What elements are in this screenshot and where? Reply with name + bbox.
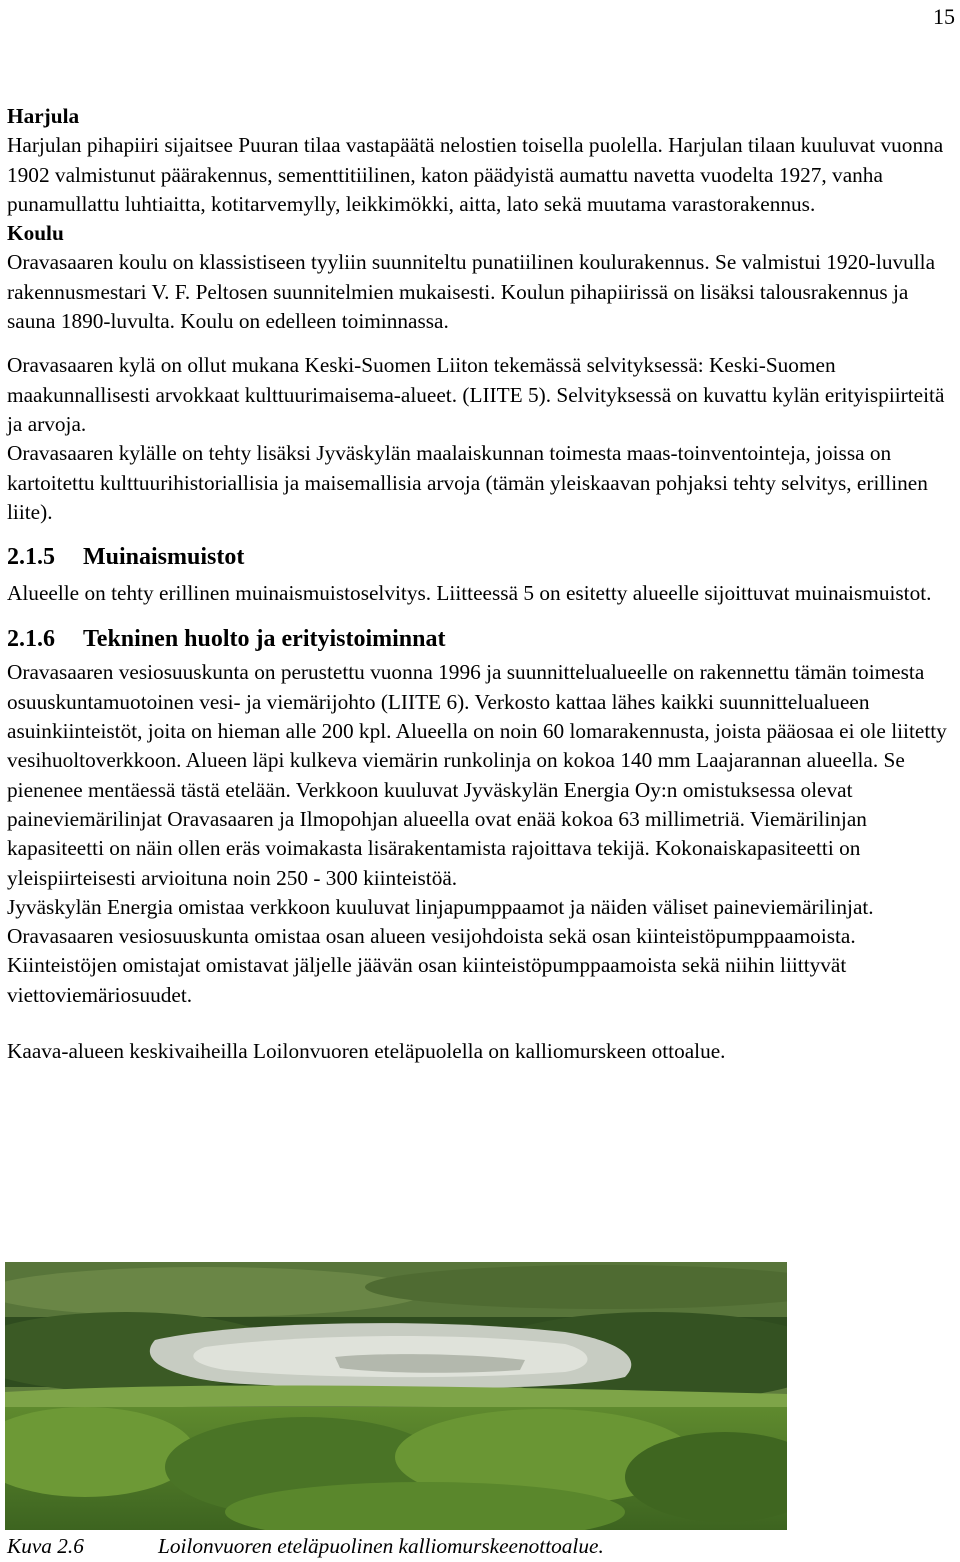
- section-number: 2.1.5: [7, 544, 55, 571]
- page-number: 15: [933, 4, 955, 29]
- aerial-photo-illustration: [5, 1262, 787, 1530]
- section-title: Muinaismuistot: [83, 544, 245, 571]
- harjula-paragraph: Harjulan pihapiiri sijaitsee Puuran tilaa vastapäätä nelostien toisella puolella. Harjulan tilaan kuuluvat vuonna 1902 valmistunut päärakennus, sementtitiilinen, katon päädyistä aumattu navetta vuodelta 1927, vanha punamullattu luhtiaitta, kotitarvemylly, leikkimökki, aitta, lato sekä muutama varastorakennus.: [7, 133, 944, 216]
- figure-caption: [7, 1532, 604, 1561]
- koulu-heading: Koulu: [7, 221, 64, 246]
- harjula-heading: Harjula: [7, 104, 80, 128]
- section-heading-tekninen-huolto: [7, 625, 957, 653]
- document-body: [7, 102, 957, 1066]
- tekninen-huolto-paragraph-1: Oravasaaren vesiosuuskunta on perustettu vuonna 1996 ja suunnittelualueelle on rakennettu tämän toimesta osuuskuntamuotoinen vesi- ja viemärijohto (LIITE 6). Verkosto kattaa lähes kaikki suunnittelualueen asuinkiinteistöt, joita on hieman alle 200 kpl. Alueella on noin 60 lomarakennusta, joista pääosaa ei ole liitetty vesihuoltoverkkoon. Alueen läpi kulkeva viemärin runkolinja on kokoa 140 mm Laajarannan alueella. Se pienenee mentäessä tästä etelään. Verkkoon kuuluvat Jyväskylän Energia Oy:n omistuksessa olevat paineviemärilinjat Oravasaaren ja Ilmopohjan alueella ovat enää kokoa 63 millimetriä. Viemärilinjan kapasiteetti on näin ollen eräs voimakasta lisärakentamista rajoittava tekijä. Kokonaiskapasiteetti on yleispiirteisesti arvioituna noin 250 - 300 kiinteistöä.: [7, 660, 947, 890]
- section-heading-muinaismuistot: [7, 543, 957, 571]
- koulu-paragraph: Oravasaaren koulu on klassistiseen tyyliin suunniteltu punatiilinen koulurakennus. Se valmistui 1920-luvulla rakennusmestari V. F. Peltosen suunnitelmien mukaisesti. Koulun pihapiirissä on lisäksi talousrakennus ja sauna 1890-luvulta. Koulu on edelleen toiminnassa.: [7, 250, 936, 334]
- section-number: 2.1.6: [7, 626, 55, 653]
- figure-caption-text: Loilonvuoren eteläpuolinen kalliomurskeenottoalue.: [158, 1534, 604, 1558]
- tekninen-huolto-paragraph-2: Jyväskylän Energia omistaa verkkoon kuuluvat linjapumppaamot ja näiden väliset paineviemärilinjat. Oravasaaren vesiosuuskunta omistaa osan alueen vesijohdoista sekä osan kiinteistöpumppaamoista. Kiinteistöjen omistajat omistavat jäljelle jäävän osan kiinteistöpumppaamoista sekä niihin liittyvät viettoviemäriosuudet.: [7, 894, 874, 1007]
- inventointi-paragraph: Oravasaaren kylälle on tehty lisäksi Jyväskylän maalaiskunnan toimesta maas-toinventointeja, joissa on kartoitettu kulttuurihistoriallisia ja maisemallisia arvoja (tämän yleiskaavan pohjaksi tehty selvitys, erillinen liite).: [7, 441, 928, 524]
- aerial-photo-quarry: [5, 1262, 787, 1530]
- tekninen-huolto-paragraph-3: Kaava-alueen keskivaiheilla Loilonvuoren eteläpuolella on kalliomurskeen ottoalue.: [7, 1039, 726, 1064]
- keskisuomi-paragraph: Oravasaaren kylä on ollut mukana Keski-Suomen Liiton tekemässä selvityksessä: Keski-Suomen maakunnallisesti arvokkaat kulttuurimaisema-alueet. (LIITE 5). Selvityksessä on kuvattu kylän erityispiirteitä ja arvoja.: [7, 353, 945, 436]
- muinaismuistot-paragraph: Alueelle on tehty erillinen muinaismuistoselvitys. Liitteessä 5 on esitetty alueelle sijoittuvat muinaismuistot.: [7, 581, 932, 606]
- section-title: Tekninen huolto ja erityistoiminnat: [83, 626, 446, 653]
- figure-number: Kuva 2.6: [7, 1534, 84, 1558]
